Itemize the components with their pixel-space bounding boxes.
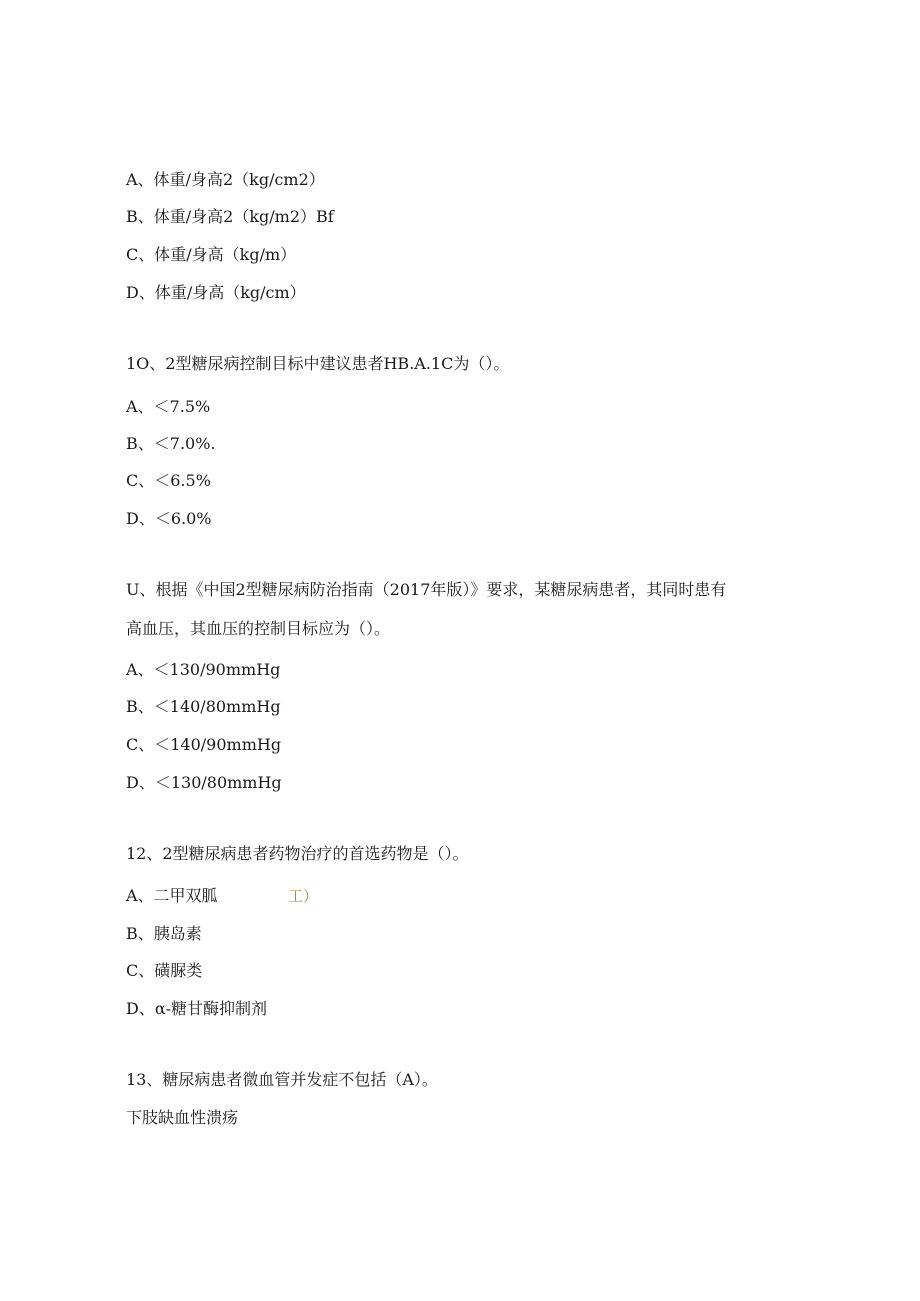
q12-option-a: A、二甲双胍 bbox=[126, 886, 218, 905]
q10-option-d: D、＜6.0% bbox=[126, 509, 212, 528]
q10-stem: 1O、2型糖尿病控制目标中建议患者HB.A.1C为（）。 bbox=[126, 354, 510, 373]
q10-option-a: A、＜7.5% bbox=[126, 397, 211, 416]
q13-answer-text: 下肢缺血性溃疡 bbox=[126, 1108, 239, 1127]
q11-option-a: A、＜130∕90mmHg bbox=[126, 660, 281, 679]
q12-option-d: D、α-糖甘酶抑制剂 bbox=[126, 999, 268, 1018]
q11-option-d: D、＜130∕80mmHg bbox=[126, 773, 282, 792]
q11-stem-line1: U、根据《中国2型糖尿病防治指南（2017年版）》要求，某糖尿病患者，其同时患有 bbox=[126, 580, 727, 599]
q9-option-c: C、体重/身高（kg∕m） bbox=[126, 245, 297, 264]
q12-stem: 12、2型糖尿病患者药物治疗的首选药物是（）。 bbox=[126, 844, 469, 863]
q9-option-b: B、体重/身高2（kg∕m2）Bf bbox=[126, 207, 334, 226]
stamp-mark: 工） bbox=[288, 887, 319, 905]
q9-option-a: A、体重/身高2（kg∕cm2） bbox=[126, 170, 325, 189]
q12-option-c: C、磺脲类 bbox=[126, 961, 203, 980]
q10-option-b: B、＜7.0%. bbox=[126, 434, 216, 453]
q12-option-b: B、胰岛素 bbox=[126, 924, 202, 943]
q9-option-d: D、体重/身高（kg∕cm） bbox=[126, 283, 306, 302]
q11-option-b: B、＜140∕80mmHg bbox=[126, 697, 281, 716]
q10-option-c: C、＜6.5% bbox=[126, 471, 211, 490]
q11-stem-line2: 高血压，其血压的控制目标应为（）。 bbox=[126, 619, 391, 638]
q13-stem: 13、糖尿病患者微血管并发症不包括（A）。 bbox=[126, 1070, 438, 1089]
q11-option-c: C、＜140∕90mmHg bbox=[126, 735, 282, 754]
